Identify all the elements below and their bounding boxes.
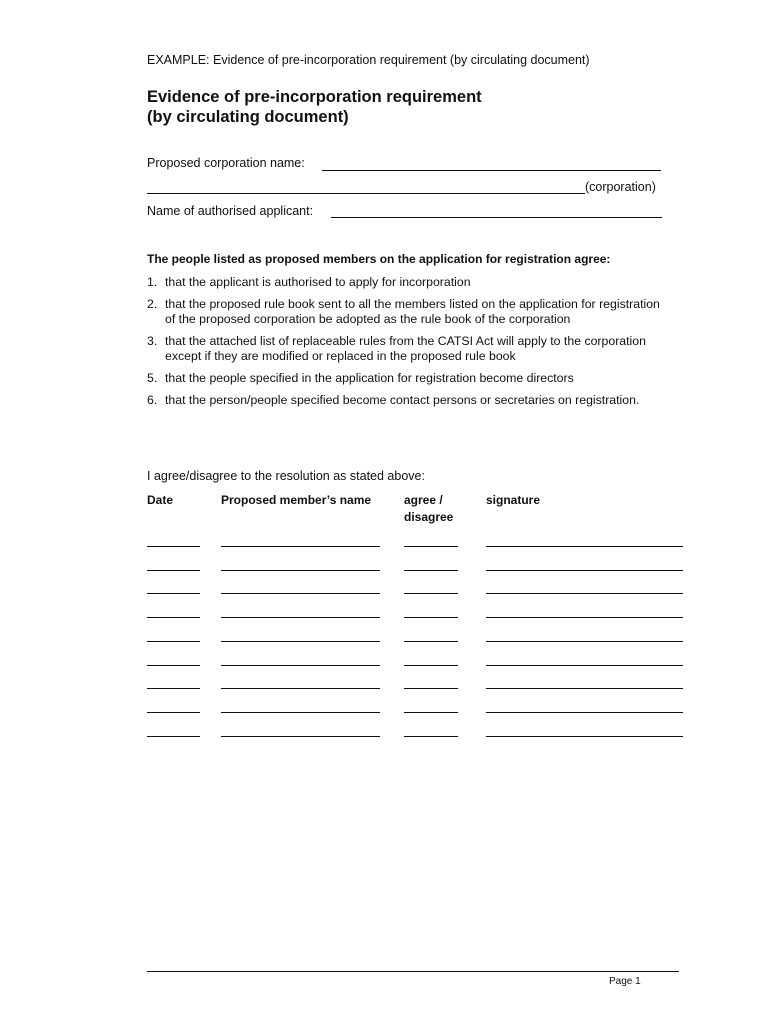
- list-item-number: 2.: [147, 297, 158, 311]
- list-item-number: 5.: [147, 371, 158, 385]
- list-item: [147, 297, 667, 327]
- agree-disagree-field[interactable]: [404, 712, 458, 713]
- corporation-suffix: (corporation): [585, 180, 656, 194]
- agree-disagree-field[interactable]: [404, 688, 458, 689]
- signature-field[interactable]: [486, 688, 683, 689]
- signature-field[interactable]: [486, 736, 683, 737]
- agree-disagree-field[interactable]: [404, 641, 458, 642]
- column-header-signature: signature: [486, 493, 541, 507]
- agreement-lead: The people listed as proposed members on the application for registration agree:: [147, 252, 611, 266]
- column-header-name: Proposed member’s name: [221, 493, 372, 507]
- agreement-list: [147, 275, 667, 415]
- date-field[interactable]: [147, 688, 200, 689]
- date-field[interactable]: [147, 712, 200, 713]
- list-item: [147, 334, 667, 364]
- list-item-text: that the attached list of replaceable rules from the CATSI Act will apply to the corporation except if they are modified or replaced in the proposed rule book: [165, 334, 646, 363]
- applicant-label: Name of authorised applicant:: [147, 204, 314, 218]
- agree-disagree-field[interactable]: [404, 570, 458, 571]
- agree-disagree-field[interactable]: [404, 593, 458, 594]
- list-item-number: 3.: [147, 334, 158, 348]
- date-field[interactable]: [147, 593, 200, 594]
- date-field[interactable]: [147, 570, 200, 571]
- column-header-agree-line-2: disagree: [404, 510, 454, 524]
- column-header-agree-line-1: agree /: [404, 493, 443, 507]
- resolution-statement: I agree/disagree to the resolution as stated above:: [147, 469, 425, 483]
- member-name-field[interactable]: [221, 593, 380, 594]
- corporation-name-label: Proposed corporation name:: [147, 156, 305, 170]
- member-name-field[interactable]: [221, 546, 380, 547]
- member-name-field[interactable]: [221, 688, 380, 689]
- signature-field[interactable]: [486, 641, 683, 642]
- title-line-1: Evidence of pre-incorporation requirement: [147, 88, 482, 106]
- list-item-text: that the people specified in the application for registration become directors: [165, 371, 574, 385]
- signature-field[interactable]: [486, 665, 683, 666]
- corporation-name-field-continued[interactable]: [147, 193, 585, 194]
- page-title: [147, 87, 482, 127]
- column-header-date: Date: [147, 493, 174, 507]
- footer-divider: [147, 971, 679, 972]
- list-item-number: 1.: [147, 275, 158, 289]
- list-item-text: that the person/people specified become contact persons or secretaries on registration.: [165, 393, 640, 407]
- signature-field[interactable]: [486, 546, 683, 547]
- date-field[interactable]: [147, 641, 200, 642]
- list-item-text: that the proposed rule book sent to all the members listed on the application for registration of the proposed corporation be adopted as the rule book of the corporation: [165, 297, 660, 326]
- member-name-field[interactable]: [221, 736, 380, 737]
- date-field[interactable]: [147, 546, 200, 547]
- member-name-field[interactable]: [221, 617, 380, 618]
- column-header-agree: [404, 492, 453, 526]
- member-name-field[interactable]: [221, 665, 380, 666]
- member-name-field[interactable]: [221, 570, 380, 571]
- date-field[interactable]: [147, 736, 200, 737]
- list-item: [147, 371, 667, 386]
- date-field[interactable]: [147, 665, 200, 666]
- member-name-field[interactable]: [221, 641, 380, 642]
- member-name-field[interactable]: [221, 712, 380, 713]
- agree-disagree-field[interactable]: [404, 617, 458, 618]
- document-header: EXAMPLE: Evidence of pre-incorporation requirement (by circulating document): [147, 53, 590, 67]
- signature-field[interactable]: [486, 617, 683, 618]
- list-item: [147, 275, 667, 290]
- list-item: [147, 393, 667, 408]
- signature-field[interactable]: [486, 593, 683, 594]
- page-number: Page 1: [609, 976, 641, 987]
- date-field[interactable]: [147, 617, 200, 618]
- list-item-text: that the applicant is authorised to apply for incorporation: [165, 275, 471, 289]
- agree-disagree-field[interactable]: [404, 665, 458, 666]
- list-item-number: 6.: [147, 393, 158, 407]
- signature-field[interactable]: [486, 570, 683, 571]
- agree-disagree-field[interactable]: [404, 546, 458, 547]
- applicant-name-field[interactable]: [331, 217, 662, 218]
- title-line-2: (by circulating document): [147, 108, 349, 126]
- agree-disagree-field[interactable]: [404, 736, 458, 737]
- signature-field[interactable]: [486, 712, 683, 713]
- corporation-name-field[interactable]: [322, 170, 661, 171]
